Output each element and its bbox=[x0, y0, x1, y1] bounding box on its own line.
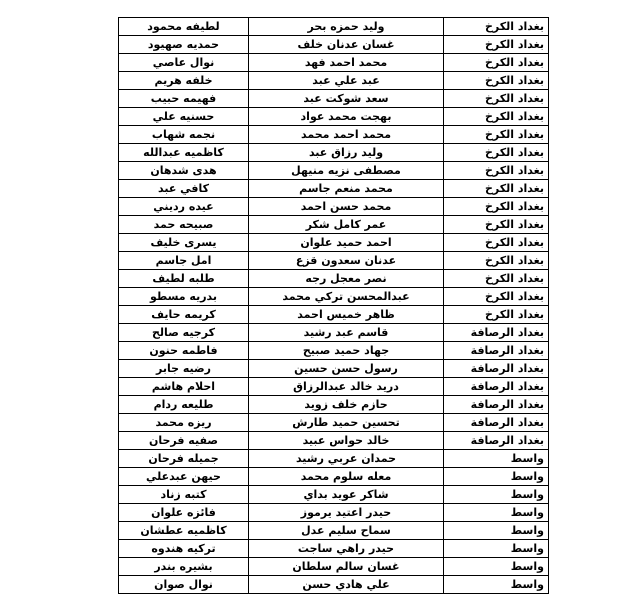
governorate-cell: بغداد الكرخ bbox=[444, 54, 549, 72]
husband-name-cell: محمد حسن احمد bbox=[249, 198, 444, 216]
table-row bbox=[119, 126, 549, 144]
governorate-cell: بغداد الكرخ bbox=[444, 306, 549, 324]
wife-name-cell: كاظميه عبدالله bbox=[119, 144, 249, 162]
table-row bbox=[119, 198, 549, 216]
table-row bbox=[119, 576, 549, 594]
governorate-cell: بغداد الرصافة bbox=[444, 360, 549, 378]
table-row bbox=[119, 342, 549, 360]
husband-name-cell: محمد احمد محمد bbox=[249, 126, 444, 144]
table-row bbox=[119, 378, 549, 396]
wife-name-cell: رضيه جابر bbox=[119, 360, 249, 378]
husband-name-cell: تحسين حميد طارش bbox=[249, 414, 444, 432]
table-row bbox=[119, 90, 549, 108]
governorate-cell: بغداد الرصافة bbox=[444, 432, 549, 450]
governorate-cell: واسط bbox=[444, 504, 549, 522]
wife-name-cell: كرجيه صالح bbox=[119, 324, 249, 342]
wife-name-cell: كاظميه عطشان bbox=[119, 522, 249, 540]
husband-name-cell: علي هادي حسن bbox=[249, 576, 444, 594]
table-row bbox=[119, 396, 549, 414]
husband-name-cell: قاسم عبد رشيد bbox=[249, 324, 444, 342]
governorate-cell: بغداد الكرخ bbox=[444, 252, 549, 270]
governorate-cell: واسط bbox=[444, 468, 549, 486]
table-row bbox=[119, 180, 549, 198]
husband-name-cell: معله سلوم محمد bbox=[249, 468, 444, 486]
wife-name-cell: ريزه محمد bbox=[119, 414, 249, 432]
table-row bbox=[119, 108, 549, 126]
wife-name-cell: كريمه حايف bbox=[119, 306, 249, 324]
beneficiary-table bbox=[118, 17, 549, 594]
governorate-cell: بغداد الكرخ bbox=[444, 72, 549, 90]
table-row bbox=[119, 162, 549, 180]
governorate-cell: بغداد الكرخ bbox=[444, 162, 549, 180]
table-row bbox=[119, 216, 549, 234]
wife-name-cell: فهيمه حبيب bbox=[119, 90, 249, 108]
governorate-cell: بغداد الكرخ bbox=[444, 198, 549, 216]
wife-name-cell: صفيه فرحان bbox=[119, 432, 249, 450]
husband-name-cell: جهاد حميد صبيح bbox=[249, 342, 444, 360]
wife-name-cell: صبيحه حمد bbox=[119, 216, 249, 234]
table-row bbox=[119, 504, 549, 522]
husband-name-cell: مصطفى نزيه منيهل bbox=[249, 162, 444, 180]
wife-name-cell: خلفه هريم bbox=[119, 72, 249, 90]
governorate-cell: بغداد الكرخ bbox=[444, 216, 549, 234]
table-row bbox=[119, 288, 549, 306]
wife-name-cell: هدى شدهان bbox=[119, 162, 249, 180]
governorate-cell: بغداد الرصافة bbox=[444, 342, 549, 360]
table-row bbox=[119, 432, 549, 450]
wife-name-cell: يسرى خليف bbox=[119, 234, 249, 252]
husband-name-cell: رسول حسن حسين bbox=[249, 360, 444, 378]
table-row bbox=[119, 558, 549, 576]
table-row bbox=[119, 54, 549, 72]
wife-name-cell: طليعه ردام bbox=[119, 396, 249, 414]
wife-name-cell: بدريه مسطو bbox=[119, 288, 249, 306]
wife-name-cell: احلام هاشم bbox=[119, 378, 249, 396]
wife-name-cell: فائزه علوان bbox=[119, 504, 249, 522]
husband-name-cell: عمر كامل شكر bbox=[249, 216, 444, 234]
governorate-cell: بغداد الرصافة bbox=[444, 414, 549, 432]
governorate-cell: بغداد الرصافة bbox=[444, 324, 549, 342]
husband-name-cell: وليد رزاق عبد bbox=[249, 144, 444, 162]
governorate-cell: بغداد الكرخ bbox=[444, 126, 549, 144]
table-row bbox=[119, 36, 549, 54]
governorate-cell: واسط bbox=[444, 450, 549, 468]
table-row bbox=[119, 72, 549, 90]
husband-name-cell: وليد حمزه بحر bbox=[249, 18, 444, 36]
wife-name-cell: جميله فرحان bbox=[119, 450, 249, 468]
table-row bbox=[119, 18, 549, 36]
husband-name-cell: دريد خالد عبدالرزاق bbox=[249, 378, 444, 396]
governorate-cell: بغداد الكرخ bbox=[444, 36, 549, 54]
wife-name-cell: كتبه زناد bbox=[119, 486, 249, 504]
wife-name-cell: بشيره بندر bbox=[119, 558, 249, 576]
governorate-cell: بغداد الكرخ bbox=[444, 144, 549, 162]
husband-name-cell: سماح سليم عدل bbox=[249, 522, 444, 540]
table-row bbox=[119, 306, 549, 324]
table-row bbox=[119, 252, 549, 270]
husband-name-cell: غسان عدنان خلف bbox=[249, 36, 444, 54]
husband-name-cell: عبد علي عبد bbox=[249, 72, 444, 90]
wife-name-cell: فاطمه حنون bbox=[119, 342, 249, 360]
husband-name-cell: احمد حميد علوان bbox=[249, 234, 444, 252]
governorate-cell: واسط bbox=[444, 558, 549, 576]
husband-name-cell: ظاهر خميس احمد bbox=[249, 306, 444, 324]
wife-name-cell: كافي عبد bbox=[119, 180, 249, 198]
wife-name-cell: عيده رديني bbox=[119, 198, 249, 216]
husband-name-cell: عبدالمحسن تركي محمد bbox=[249, 288, 444, 306]
wife-name-cell: حيهن عبدعلي bbox=[119, 468, 249, 486]
governorate-cell: واسط bbox=[444, 522, 549, 540]
husband-name-cell: سعد شوكت عبد bbox=[249, 90, 444, 108]
table-row bbox=[119, 468, 549, 486]
husband-name-cell: حازم خلف زويد bbox=[249, 396, 444, 414]
husband-name-cell: حمدان عربي رشيد bbox=[249, 450, 444, 468]
beneficiary-list-sheet bbox=[118, 17, 549, 594]
governorate-cell: واسط bbox=[444, 486, 549, 504]
husband-name-cell: محمد احمد فهد bbox=[249, 54, 444, 72]
wife-name-cell: طلبه لطيف bbox=[119, 270, 249, 288]
husband-name-cell: حيدر راهي ساجت bbox=[249, 540, 444, 558]
beneficiary-table-body bbox=[119, 18, 549, 594]
wife-name-cell: حمديه صهيود bbox=[119, 36, 249, 54]
governorate-cell: بغداد الكرخ bbox=[444, 234, 549, 252]
governorate-cell: واسط bbox=[444, 540, 549, 558]
wife-name-cell: لطيفه محمود bbox=[119, 18, 249, 36]
wife-name-cell: نوال صوان bbox=[119, 576, 249, 594]
governorate-cell: بغداد الكرخ bbox=[444, 270, 549, 288]
table-row bbox=[119, 414, 549, 432]
governorate-cell: بغداد الكرخ bbox=[444, 108, 549, 126]
table-row bbox=[119, 324, 549, 342]
husband-name-cell: حيدر اعتيد يرموز bbox=[249, 504, 444, 522]
table-row bbox=[119, 486, 549, 504]
table-row bbox=[119, 450, 549, 468]
husband-name-cell: غسان سالم سلطان bbox=[249, 558, 444, 576]
husband-name-cell: نصر معجل رجه bbox=[249, 270, 444, 288]
governorate-cell: بغداد الكرخ bbox=[444, 180, 549, 198]
governorate-cell: بغداد الكرخ bbox=[444, 18, 549, 36]
governorate-cell: بغداد الكرخ bbox=[444, 90, 549, 108]
husband-name-cell: خالد حواس عبيد bbox=[249, 432, 444, 450]
table-row bbox=[119, 360, 549, 378]
husband-name-cell: شاكر عويد بداي bbox=[249, 486, 444, 504]
husband-name-cell: محمد منعم جاسم bbox=[249, 180, 444, 198]
table-row bbox=[119, 234, 549, 252]
table-row bbox=[119, 144, 549, 162]
table-row bbox=[119, 270, 549, 288]
governorate-cell: بغداد الكرخ bbox=[444, 288, 549, 306]
husband-name-cell: عدنان سعدون قزع bbox=[249, 252, 444, 270]
wife-name-cell: تركيه هندوه bbox=[119, 540, 249, 558]
governorate-cell: واسط bbox=[444, 576, 549, 594]
table-row bbox=[119, 522, 549, 540]
governorate-cell: بغداد الرصافة bbox=[444, 378, 549, 396]
governorate-cell: بغداد الرصافة bbox=[444, 396, 549, 414]
table-row bbox=[119, 540, 549, 558]
wife-name-cell: نوال عاصي bbox=[119, 54, 249, 72]
wife-name-cell: نجمه شهاب bbox=[119, 126, 249, 144]
wife-name-cell: حسنيه علي bbox=[119, 108, 249, 126]
wife-name-cell: امل جاسم bbox=[119, 252, 249, 270]
husband-name-cell: بهجت محمد عواد bbox=[249, 108, 444, 126]
